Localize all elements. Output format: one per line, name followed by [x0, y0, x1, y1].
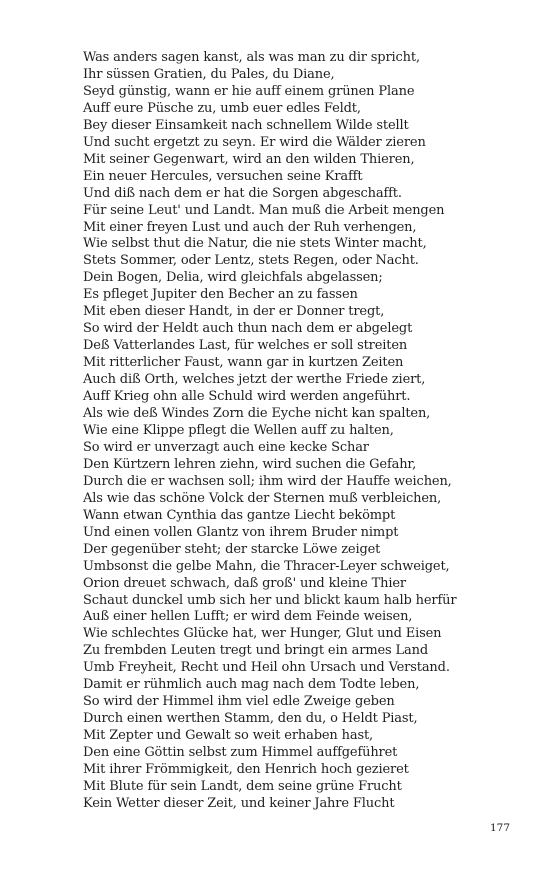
poem-line: Ihr süssen Gratien, du Pales, du Diane, [83, 66, 335, 82]
poem-line: Zu frembden Leuten tregt und bringt ein armes Land [83, 643, 429, 659]
poem-line: So wird der Heldt auch thun nach dem er abgelegt [83, 321, 413, 337]
poem-line: Durch einen werthen Stamm, den du, o Heldt Piast, [83, 711, 418, 727]
poem-line: Stets Sommer, oder Lentz, stets Regen, oder Nacht. [83, 253, 419, 269]
poem-line: So wird er unverzagt auch eine kecke Schar [83, 439, 369, 455]
poem-line: Und einen vollen Glantz von ihrem Bruder nimpt [83, 524, 399, 540]
poem-line: Mit einer freyen Lust und auch der Ruh verhengen, [83, 219, 417, 235]
poem-line: Mit eben dieser Handt, in der er Donner tregt, [83, 304, 385, 320]
poem-line: Schaut dunckel umb sich her und blickt kaum halb herfür [83, 592, 457, 608]
poem-line: Mit ihrer Frömmigkeit, den Henrich hoch gezieret [83, 762, 409, 778]
poem-line: Wie selbst thut die Natur, die nie stets Winter macht, [83, 236, 427, 252]
poem-line: So wird der Himmel ihm viel edle Zweige geben [83, 694, 395, 710]
poem-line: Mit Blute für sein Landt, dem seine grüne Frucht [83, 778, 402, 794]
poem-line: Und diß nach dem er hat die Sorgen abgeschafft. [83, 185, 402, 201]
poem-line: Auch diß Orth, welches jetzt der werthe Friede ziert, [83, 372, 426, 388]
poem-line: Orion dreuet schwach, daß groß' und kleine Thier [83, 575, 406, 591]
poem-line: Als wie das schöne Volck der Sternen muß verbleichen, [83, 490, 442, 506]
poem-line: Wie eine Klippe pflegt die Wellen auff zu halten, [83, 422, 394, 438]
poem-line: Für seine Leut' und Landt. Man muß die Arbeit mengen [83, 202, 445, 218]
page-number: 177 [489, 822, 510, 834]
poem-line: Mit seiner Gegenwart, wird an den wilden Thieren, [83, 151, 415, 167]
poem-line: Mit ritterlicher Faust, wann gar in kurtzen Zeiten [83, 355, 404, 371]
poem-line: Auß einer hellen Lufft; er wird dem Feinde weisen, [83, 609, 413, 625]
poem-line: Kein Wetter dieser Zeit, und keiner Jahre Flucht [83, 795, 395, 811]
poem-line: Deß Vatterlandes Last, für welches er soll streiten [83, 338, 408, 354]
poem-line: Und sucht ergetzt zu seyn. Er wird die Wälder zieren [83, 134, 426, 150]
poem-line: Es pfleget Jupiter den Becher an zu fassen [83, 287, 358, 303]
poem-line: Wann etwan Cynthia das gantze Liecht bekömpt [83, 507, 396, 523]
poem-line: Was anders sagen kanst, als was man zu dir spricht, [83, 50, 420, 65]
poem-line: Umbsonst die gelbe Mahn, die Thracer-Leyer schweiget, [83, 558, 450, 574]
poem-line: Ein neuer Hercules, versuchen seine Krafft [83, 168, 363, 184]
poem-line: Umb Freyheit, Recht und Heil ohn Ursach und Verstand. [83, 660, 450, 676]
poem-line: Den Kürtzern lehren ziehn, wird suchen die Gefahr, [83, 456, 417, 472]
poem-line: Den eine Göttin selbst zum Himmel auffgeführet [83, 745, 398, 761]
poem-line: Wie schlechtes Glücke hat, wer Hunger, Glut und Eisen [83, 626, 442, 642]
poem-line: Dein Bogen, Delia, wird gleichfals abgelassen; [83, 270, 383, 286]
poem-line: Bey dieser Einsamkeit nach schnellem Wilde stellt [83, 117, 409, 133]
poem-text [83, 50, 523, 813]
poem-line: Seyd günstig, wann er hie auff einem grünen Plane [83, 83, 415, 99]
poem-line: Durch die er wachsen soll; ihm wird der Hauffe weichen, [83, 473, 452, 489]
poem-line: Damit er rühmlich auch mag nach dem Todte leben, [83, 677, 420, 693]
poem-line: Der gegenüber steht; der starcke Löwe zeiget [83, 541, 381, 557]
poem-line: Als wie deß Windes Zorn die Eyche nicht kan spalten, [83, 406, 431, 422]
poem-line: Auff eure Püsche zu, umb euer edles Feldt, [83, 100, 361, 116]
poem-line: Mit Zepter und Gewalt so weit erhaben hast, [83, 728, 374, 744]
poem-line: Auff Krieg ohn alle Schuld wird werden angeführt. [83, 389, 411, 405]
